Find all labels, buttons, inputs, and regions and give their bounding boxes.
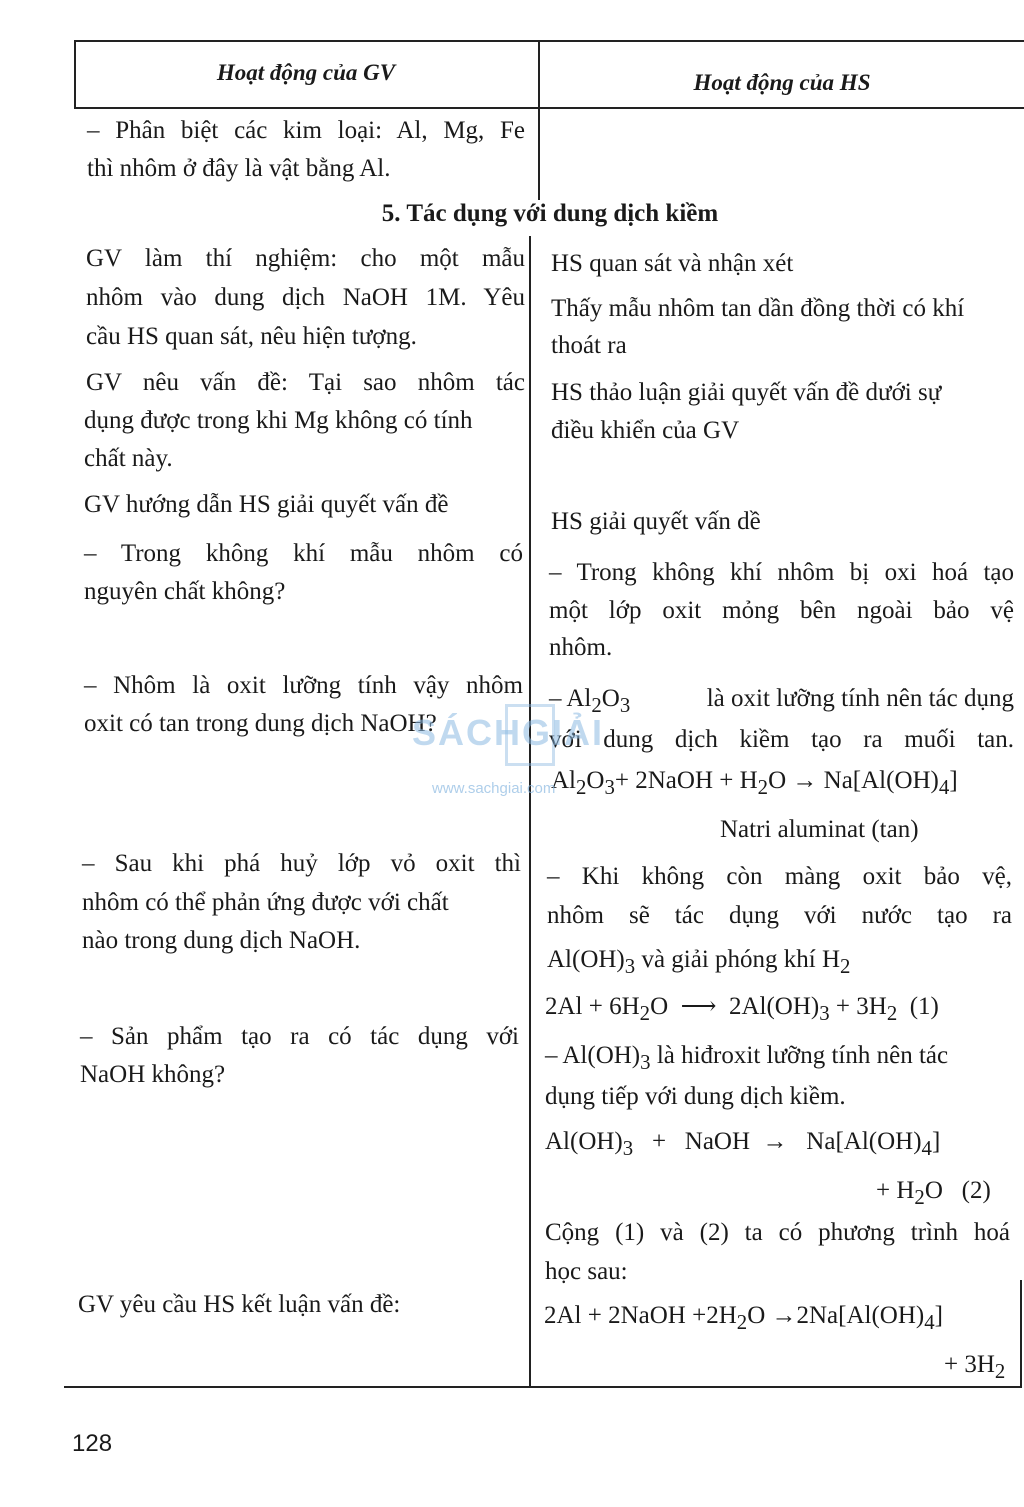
hs-line-16: $Al(OH)_3$ và giải phóng khí $H_2$ [547, 946, 851, 978]
hs-line-1: HS quan sát và nhận xét [551, 250, 794, 277]
column-divider-top [538, 40, 540, 200]
hs-line-7: – Trong không khí nhôm bị oxi hoá tạo [549, 559, 1014, 586]
hs-line-8: một lớp oxit mỏng bên ngoài bảo vệ [549, 597, 1014, 624]
hs-line-2: Thấy mẫu nhôm tan dần đồng thời có khí [551, 295, 965, 322]
hs-line-22: Cộng (1) và (2) ta có phương trình hoá [545, 1219, 1010, 1246]
header-gv: Hoạt động của GV [216, 60, 396, 85]
hs-line-9: nhôm. [549, 634, 613, 661]
gv-line-4: GV nêu vấn đề: Tại sao nhôm tác [86, 369, 525, 396]
equation-2-part-2: + $H_2O$ (2) [876, 1177, 991, 1209]
hs-line-18-text: là hiđroxit lưỡng tính nên tác [656, 1042, 949, 1069]
gv-line-6: chất này. [84, 445, 173, 472]
equation-2-part-1: $Al(OH)_3$ + NaOH → $Na[Al(OH)_4]$ [545, 1128, 941, 1160]
table-top-border [74, 40, 1024, 42]
watermark-logo: SÁCHGIẢI [412, 712, 605, 753]
gv-line-8: – Trong không khí mẫu nhôm có [84, 540, 523, 567]
hs-line-11: với dung dịch kiềm tạo ra muối tan. [549, 726, 1014, 753]
hs-line-19: dụng tiếp với dung dịch kiềm. [545, 1083, 846, 1110]
gv-line-10: – Nhôm là oxit lưỡng tính vậy nhôm [84, 672, 523, 699]
equation-1: $2Al + 6H_2O$ ⟶ $2Al(OH)_3 + 3H_2$ (1) [545, 993, 939, 1025]
table-bottom-border [64, 1386, 1022, 1388]
table-right-border [1020, 1280, 1022, 1388]
intro-gv-line-2: thì nhôm ở đây là vật bằng Al. [87, 155, 391, 182]
hs-line-10-text: là oxit lưỡng tính nên tác dụng [706, 685, 1014, 712]
hs-line-23: học sau: [545, 1258, 628, 1285]
gv-line-17: GV yêu cầu HS kết luận vấn đề: [78, 1291, 401, 1318]
hs-line-10 [549, 680, 1014, 724]
gv-line-16: NaOH không? [80, 1061, 226, 1088]
column-divider-main [529, 236, 531, 1388]
section-title: 5. Tác dụng với dung dịch kiềm [381, 200, 719, 227]
gv-line-15: – Sản phẩm tạo ra có tác dụng với [80, 1023, 519, 1050]
page-number: 128 [72, 1430, 113, 1457]
hs-line-14: – Khi không còn màng oxit bảo vệ, [547, 863, 1012, 890]
hs-line-16-text: và giải phóng khí [641, 946, 816, 973]
hs-line-5: điều khiển của GV [551, 417, 740, 444]
equation-overall-part-2: + $3H_2$ [944, 1351, 1006, 1383]
gv-line-7: GV hướng dẫn HS giải quyết vấn đề [84, 491, 449, 518]
gv-line-11: oxit có tan trong dung dịch NaOH? [84, 710, 437, 737]
intro-gv-line-1: – Phân biệt các kim loại: Al, Mg, Fe [87, 117, 525, 144]
gv-line-3: cầu HS quan sát, nêu hiện tượng. [86, 323, 417, 350]
equation-overall-part-1: 2Al + 2NaOH $+2H_2O \to 2Na[Al(OH)_4]$ [544, 1302, 943, 1334]
hs-line-18: – $Al(OH)_3$ là hiđroxit lưỡng tính nên tác [545, 1042, 949, 1074]
gv-line-14: nào trong dung dịch NaOH. [82, 927, 361, 954]
gv-line-5: dụng được trong khi Mg không có tính [84, 407, 473, 434]
gv-line-13: nhôm có thể phản ứng được với chất [82, 889, 449, 916]
table-header-divider [74, 107, 1024, 109]
hs-line-15: nhôm sẽ tác dụng với nước tạo ra [547, 902, 1012, 929]
hs-line-13: Natri aluminat (tan) [720, 816, 919, 843]
hs-line-6: HS giải quyết vấn dề [551, 508, 761, 535]
watermark-url: www.sachgiai.com [432, 780, 556, 797]
header-hs: Hoạt động của HS [693, 70, 871, 95]
hs-line-4: HS thảo luận giải quyết vấn đề dưới sự [551, 379, 942, 406]
gv-line-9: nguyên chất không? [84, 578, 286, 605]
hs-line-3: thoát ra [551, 332, 627, 359]
gv-line-1: GV làm thí nghiệm: cho một mẫu [86, 245, 525, 272]
gv-line-12: – Sau khi phá huỷ lớp vỏ oxit thì [82, 850, 521, 877]
equation-alumina-naoh: $Al_2O_3+$ 2NaOH + $H_2O \to Na[Al(OH)_4]$ [551, 767, 958, 799]
gv-line-2: nhôm vào dung dịch NaOH 1M. Yêu [86, 284, 525, 311]
al2o3-formula: – $Al_2O_3$ [549, 685, 631, 717]
